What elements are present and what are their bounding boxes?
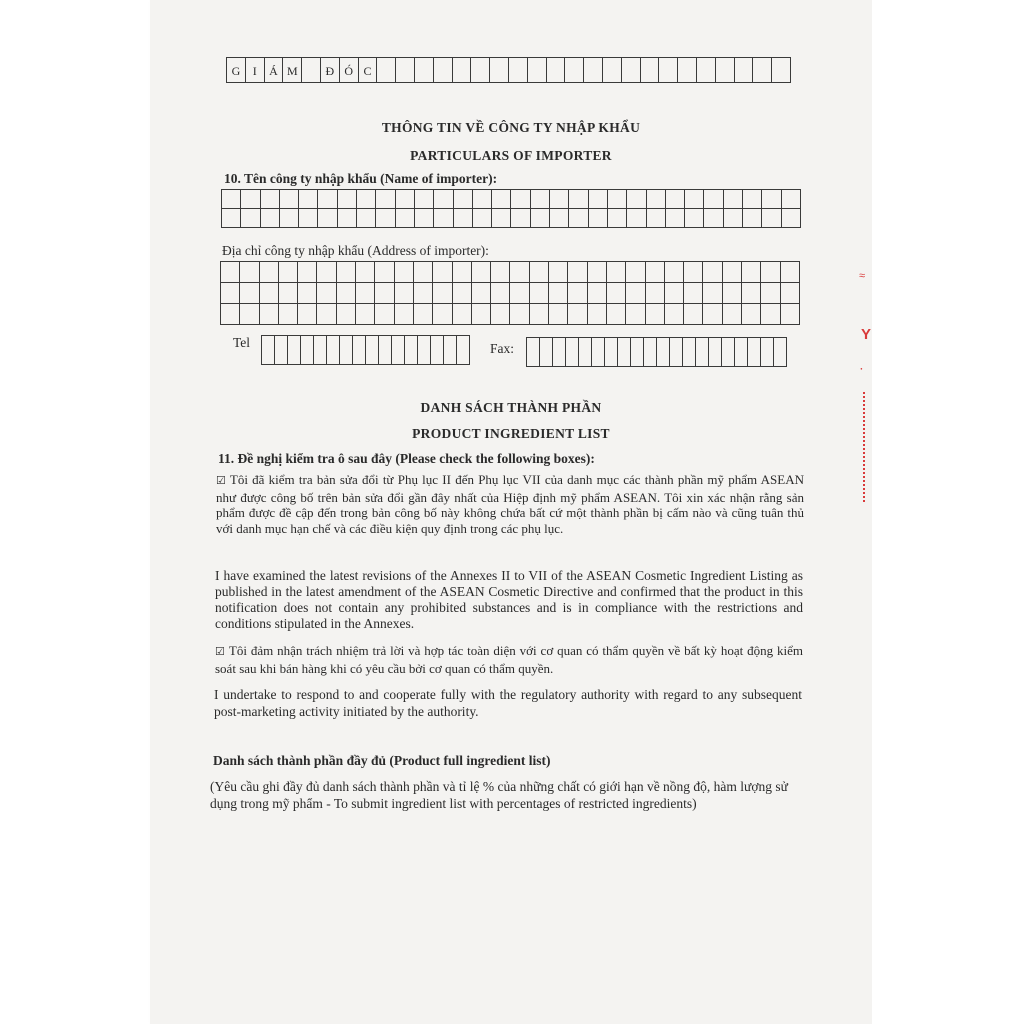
grid-cell[interactable] bbox=[374, 282, 394, 304]
grid-cell[interactable] bbox=[298, 189, 318, 209]
grid-cell[interactable] bbox=[646, 189, 666, 209]
grid-cell[interactable] bbox=[404, 335, 418, 365]
grid-cell[interactable] bbox=[548, 282, 568, 304]
grid-cell[interactable] bbox=[240, 189, 260, 209]
grid-cell[interactable] bbox=[239, 303, 259, 325]
grid-cell[interactable] bbox=[626, 208, 646, 228]
grid-cell[interactable] bbox=[742, 189, 762, 209]
grid-cell[interactable] bbox=[352, 335, 366, 365]
grid-cell[interactable] bbox=[526, 337, 540, 367]
importer-name-label: 10. Tên công ty nhập khẩu (Name of importer): bbox=[224, 171, 498, 186]
grid-cell[interactable] bbox=[527, 57, 547, 83]
grid-cell[interactable] bbox=[509, 282, 529, 304]
red-stamp-edge: ≈ Y ꞏ bbox=[855, 262, 877, 522]
grid-cell[interactable] bbox=[722, 261, 742, 283]
grid-cell[interactable] bbox=[734, 337, 748, 367]
check1-block bbox=[216, 472, 804, 536]
grid-cell[interactable] bbox=[433, 208, 453, 228]
grid-cell[interactable] bbox=[297, 261, 317, 283]
grid-cell[interactable] bbox=[760, 337, 774, 367]
grid-cell[interactable] bbox=[529, 303, 549, 325]
grid-cell[interactable] bbox=[721, 337, 735, 367]
grid-cell[interactable] bbox=[489, 57, 509, 83]
grid-cell[interactable] bbox=[780, 303, 800, 325]
grid-cell[interactable] bbox=[625, 303, 645, 325]
grid-cell[interactable] bbox=[279, 189, 299, 209]
grid-cell[interactable] bbox=[604, 337, 618, 367]
grid-cell[interactable] bbox=[220, 303, 240, 325]
grid-cell[interactable] bbox=[452, 282, 472, 304]
stamp-letter: Y bbox=[861, 326, 872, 343]
grid-cell[interactable] bbox=[664, 261, 684, 283]
grid-cell[interactable]: G bbox=[226, 57, 246, 83]
grid-cell[interactable] bbox=[414, 57, 434, 83]
grid-cell[interactable] bbox=[337, 208, 357, 228]
grid-cell[interactable] bbox=[395, 57, 415, 83]
grid-cell[interactable]: Á bbox=[264, 57, 284, 83]
grid-cell[interactable] bbox=[259, 282, 279, 304]
grid-cell[interactable] bbox=[761, 208, 781, 228]
grid-cell[interactable] bbox=[722, 303, 742, 325]
grid-cell[interactable] bbox=[432, 261, 452, 283]
grid-cell[interactable] bbox=[471, 303, 491, 325]
grid-cell[interactable] bbox=[317, 208, 337, 228]
grid-cell[interactable] bbox=[607, 208, 627, 228]
importer-heading-vi: THÔNG TIN VỀ CÔNG TY NHẬP KHẨU bbox=[381, 120, 641, 135]
grid-cell[interactable] bbox=[509, 303, 529, 325]
grid-cell[interactable] bbox=[221, 189, 241, 209]
grid-cell[interactable] bbox=[646, 208, 666, 228]
ingredients-heading-en: PRODUCT INGREDIENT LIST bbox=[412, 426, 610, 441]
grid-cell[interactable] bbox=[645, 261, 665, 283]
importer-address-label: Địa chỉ công ty nhập khẩu (Address of importer): bbox=[222, 243, 489, 258]
grid-cell[interactable] bbox=[240, 208, 260, 228]
grid-cell[interactable] bbox=[529, 261, 549, 283]
grid-cell[interactable] bbox=[355, 261, 375, 283]
grid-cell[interactable] bbox=[643, 337, 657, 367]
grid-cell[interactable] bbox=[279, 208, 299, 228]
grid-cell[interactable] bbox=[274, 335, 288, 365]
grid-cell[interactable] bbox=[452, 261, 472, 283]
grid-cell[interactable] bbox=[630, 337, 644, 367]
check2-block bbox=[215, 643, 803, 676]
grid-cell[interactable] bbox=[665, 189, 685, 209]
grid-cell[interactable] bbox=[683, 282, 703, 304]
tel-label: Tel bbox=[233, 335, 251, 350]
grid-cell[interactable] bbox=[741, 261, 761, 283]
director-name-grid[interactable] bbox=[227, 58, 791, 83]
grid-cell[interactable] bbox=[760, 261, 780, 283]
grid-cell[interactable] bbox=[287, 335, 301, 365]
grid-cell[interactable] bbox=[530, 208, 550, 228]
grid-cell[interactable] bbox=[260, 208, 280, 228]
grid-cell[interactable] bbox=[336, 261, 356, 283]
grid-cell[interactable] bbox=[617, 337, 631, 367]
grid-cell[interactable] bbox=[621, 57, 641, 83]
grid-cell[interactable] bbox=[626, 189, 646, 209]
grid-cell[interactable] bbox=[394, 261, 414, 283]
check1-text-vi: Tôi đã kiểm tra bản sửa đổi từ Phụ lục II đến Phụ lục VII của danh mục các thành phần mỹ phẩm ASEAN như được công bố trên bản sửa đổi gần đây nhất của Hiệp định mỹ phẩm ASEAN. Tôi xin xác nhận rằng sản phẩm được đề cập đến trong bản công bố này không chứa bất cứ một thành phần bị cấm nào và cũng tuân thủ với danh mục hạn chế và các điều kiện quy định trong các phụ lục. bbox=[216, 472, 804, 536]
grid-cell[interactable] bbox=[433, 189, 453, 209]
grid-cell[interactable] bbox=[781, 208, 801, 228]
grid-cell[interactable] bbox=[300, 335, 314, 365]
grid-cell[interactable] bbox=[355, 282, 375, 304]
grid-cell[interactable] bbox=[669, 337, 683, 367]
grid-cell[interactable] bbox=[780, 282, 800, 304]
grid-cell[interactable] bbox=[297, 282, 317, 304]
grid-cell[interactable] bbox=[490, 282, 510, 304]
grid-cell[interactable] bbox=[394, 303, 414, 325]
grid-cell[interactable] bbox=[587, 303, 607, 325]
grid-cell[interactable] bbox=[549, 189, 569, 209]
grid-cell[interactable] bbox=[490, 261, 510, 283]
grid-cell[interactable] bbox=[752, 57, 772, 83]
grid-cell[interactable] bbox=[587, 261, 607, 283]
grid-cell[interactable] bbox=[220, 282, 240, 304]
grid-cell[interactable] bbox=[453, 208, 473, 228]
grid-cell[interactable] bbox=[375, 208, 395, 228]
grid-cell[interactable] bbox=[417, 335, 431, 365]
grid-cell[interactable] bbox=[490, 303, 510, 325]
grid-cell[interactable] bbox=[602, 57, 622, 83]
grid-cell[interactable] bbox=[326, 335, 340, 365]
grid-cell[interactable] bbox=[683, 303, 703, 325]
grid-cell[interactable] bbox=[472, 189, 492, 209]
grid-cell[interactable] bbox=[220, 261, 240, 283]
grid-row bbox=[221, 262, 800, 283]
grid-cell[interactable] bbox=[684, 189, 704, 209]
grid-cell[interactable] bbox=[278, 282, 298, 304]
grid-cell[interactable] bbox=[259, 303, 279, 325]
grid-cell[interactable]: Đ bbox=[320, 57, 340, 83]
grid-cell[interactable] bbox=[771, 57, 791, 83]
grid-cell[interactable] bbox=[239, 261, 259, 283]
grid-cell[interactable] bbox=[471, 261, 491, 283]
grid-cell[interactable] bbox=[587, 282, 607, 304]
grid-cell[interactable] bbox=[432, 303, 452, 325]
grid-cell[interactable] bbox=[394, 282, 414, 304]
grid-cell[interactable]: M bbox=[282, 57, 302, 83]
grid-cell[interactable] bbox=[317, 189, 337, 209]
grid-cell[interactable] bbox=[567, 282, 587, 304]
grid-cell[interactable] bbox=[696, 57, 716, 83]
grid-cell[interactable] bbox=[336, 303, 356, 325]
grid-cell[interactable] bbox=[508, 57, 528, 83]
grid-cell[interactable] bbox=[356, 189, 376, 209]
grid-cell[interactable] bbox=[552, 337, 566, 367]
grid-cell[interactable] bbox=[546, 57, 566, 83]
grid-cell[interactable] bbox=[682, 337, 696, 367]
grid-cell[interactable] bbox=[355, 303, 375, 325]
grid-cell[interactable] bbox=[568, 208, 588, 228]
grid-cell[interactable] bbox=[395, 189, 415, 209]
grid-cell[interactable] bbox=[509, 261, 529, 283]
grid-cell[interactable] bbox=[313, 335, 327, 365]
grid-cell[interactable]: C bbox=[358, 57, 378, 83]
grid-row bbox=[222, 190, 801, 209]
grid-cell[interactable] bbox=[374, 303, 394, 325]
grid-cell[interactable] bbox=[470, 57, 490, 83]
importer-name-grid[interactable] bbox=[222, 190, 801, 228]
grid-cell[interactable] bbox=[430, 335, 444, 365]
grid-cell[interactable] bbox=[664, 303, 684, 325]
grid-cell[interactable] bbox=[761, 189, 781, 209]
grid-cell[interactable] bbox=[413, 261, 433, 283]
grid-cell[interactable] bbox=[664, 282, 684, 304]
grid-cell[interactable] bbox=[625, 261, 645, 283]
grid-cell[interactable] bbox=[760, 303, 780, 325]
grid-cell[interactable] bbox=[742, 208, 762, 228]
grid-cell[interactable] bbox=[298, 208, 318, 228]
grid-cell[interactable] bbox=[260, 189, 280, 209]
grid-cell[interactable] bbox=[684, 208, 704, 228]
tel-grid[interactable] bbox=[262, 336, 470, 365]
grid-cell[interactable] bbox=[588, 189, 608, 209]
grid-cell[interactable] bbox=[510, 189, 530, 209]
grid-cell[interactable] bbox=[645, 303, 665, 325]
grid-cell[interactable] bbox=[625, 282, 645, 304]
grid-cell[interactable] bbox=[221, 208, 241, 228]
grid-cell[interactable] bbox=[781, 189, 801, 209]
grid-cell[interactable] bbox=[591, 337, 605, 367]
grid-cell[interactable] bbox=[413, 282, 433, 304]
grid-cell[interactable] bbox=[510, 208, 530, 228]
fax-grid[interactable] bbox=[527, 338, 787, 367]
page-margin-background bbox=[872, 0, 1024, 1024]
grid-cell[interactable] bbox=[453, 189, 473, 209]
grid-cell[interactable] bbox=[606, 303, 626, 325]
grid-cell[interactable] bbox=[456, 335, 470, 365]
grid-cell[interactable] bbox=[658, 57, 678, 83]
grid-cell[interactable] bbox=[548, 261, 568, 283]
grid-cell[interactable] bbox=[356, 208, 376, 228]
grid-cell[interactable] bbox=[539, 337, 553, 367]
grid-cell[interactable] bbox=[640, 57, 660, 83]
grid-cell[interactable] bbox=[365, 335, 379, 365]
grid-cell[interactable] bbox=[336, 282, 356, 304]
grid-cell[interactable] bbox=[723, 189, 743, 209]
grid-cell[interactable] bbox=[549, 208, 569, 228]
grid-cell[interactable] bbox=[443, 335, 457, 365]
grid-cell[interactable] bbox=[339, 335, 353, 365]
grid-cell[interactable] bbox=[452, 303, 472, 325]
grid-cell[interactable] bbox=[715, 57, 735, 83]
grid-cell[interactable] bbox=[606, 282, 626, 304]
grid-cell[interactable] bbox=[413, 303, 433, 325]
grid-cell[interactable] bbox=[378, 335, 392, 365]
grid-cell[interactable] bbox=[548, 303, 568, 325]
grid-cell[interactable] bbox=[683, 261, 703, 283]
grid-cell[interactable] bbox=[452, 57, 472, 83]
grid-cell[interactable] bbox=[734, 57, 754, 83]
grid-cell[interactable] bbox=[414, 208, 434, 228]
grid-cell[interactable] bbox=[607, 189, 627, 209]
grid-cell[interactable] bbox=[261, 335, 275, 365]
grid-cell[interactable] bbox=[297, 303, 317, 325]
grid-cell[interactable] bbox=[702, 282, 722, 304]
grid-cell[interactable] bbox=[301, 57, 321, 83]
grid-cell[interactable] bbox=[780, 261, 800, 283]
grid-cell[interactable] bbox=[433, 57, 453, 83]
grid-cell[interactable] bbox=[395, 208, 415, 228]
ingredients-heading-vi: DANH SÁCH THÀNH PHẦN bbox=[420, 400, 602, 415]
grid-cell[interactable] bbox=[491, 189, 511, 209]
grid-cell[interactable] bbox=[337, 189, 357, 209]
grid-cell[interactable] bbox=[677, 57, 697, 83]
grid-cell[interactable] bbox=[530, 189, 550, 209]
grid-cell[interactable]: Ó bbox=[339, 57, 359, 83]
check2-text-en: I undertake to respond to and cooperate fully with the regulatory authority with regard to any subsequent post-marketing activity initiated by the authority. bbox=[214, 687, 802, 719]
check-instructions: 11. Đề nghị kiểm tra ô sau đây (Please check the following boxes): bbox=[218, 451, 595, 466]
grid-cell[interactable] bbox=[645, 282, 665, 304]
grid-cell[interactable] bbox=[432, 282, 452, 304]
grid-cell[interactable] bbox=[316, 303, 336, 325]
grid-cell[interactable] bbox=[567, 261, 587, 283]
grid-cell[interactable] bbox=[565, 337, 579, 367]
grid-cell[interactable] bbox=[702, 261, 722, 283]
full-list-note: (Yêu cầu ghi đầy đủ danh sách thành phần và tỉ lệ % của những chất có giới hạn về nồng độ, hàm lượng sử dụng trong mỹ phẩm - To submit ingredient list with percentages of restricted ingredients) bbox=[210, 779, 788, 811]
grid-cell[interactable] bbox=[278, 303, 298, 325]
grid-cell[interactable] bbox=[703, 208, 723, 228]
grid-cell[interactable] bbox=[722, 282, 742, 304]
check2-text-vi: Tôi đảm nhận trách nhiệm trả lời và hợp tác toàn diện với cơ quan có thẩm quyền về bất kỳ hoạt động kiểm soát sau khi bán hàng khi có yêu cầu bởi cơ quan có thẩm quyền. bbox=[215, 643, 803, 676]
grid-cell[interactable] bbox=[564, 57, 584, 83]
grid-cell[interactable] bbox=[391, 335, 405, 365]
grid-cell[interactable] bbox=[741, 303, 761, 325]
importer-heading-en: PARTICULARS OF IMPORTER bbox=[410, 148, 612, 163]
grid-row bbox=[222, 209, 801, 228]
grid-cell[interactable] bbox=[491, 208, 511, 228]
grid-cell[interactable] bbox=[316, 261, 336, 283]
grid-cell[interactable] bbox=[239, 282, 259, 304]
grid-cell[interactable] bbox=[665, 208, 685, 228]
grid-cell[interactable] bbox=[695, 337, 709, 367]
grid-cell[interactable] bbox=[703, 189, 723, 209]
grid-cell[interactable] bbox=[568, 189, 588, 209]
grid-cell[interactable] bbox=[760, 282, 780, 304]
grid-cell[interactable] bbox=[567, 303, 587, 325]
grid-cell[interactable]: I bbox=[245, 57, 265, 83]
grid-cell[interactable] bbox=[583, 57, 603, 83]
grid-cell[interactable] bbox=[529, 282, 549, 304]
grid-row bbox=[221, 283, 800, 304]
checkbox-checked-icon[interactable]: ☑ bbox=[216, 475, 226, 487]
grid-cell[interactable] bbox=[278, 261, 298, 283]
grid-cell[interactable] bbox=[414, 189, 434, 209]
check1-text-en: I have examined the latest revisions of the Annexes II to VII of the ASEAN Cosmetic Ingredient Listing as published in the latest amendment of the ASEAN Cosmetic Directive and confirmed that the product in this notification does not contain any prohibited substances and is in compliance with the restrictions and conditions stipulated in the Annexes. bbox=[215, 568, 803, 631]
importer-address-grid[interactable] bbox=[221, 262, 800, 325]
grid-cell[interactable] bbox=[723, 208, 743, 228]
grid-cell[interactable] bbox=[741, 282, 761, 304]
grid-cell[interactable] bbox=[747, 337, 761, 367]
grid-cell[interactable] bbox=[588, 208, 608, 228]
grid-cell[interactable] bbox=[708, 337, 722, 367]
grid-cell[interactable] bbox=[316, 282, 336, 304]
grid-cell[interactable] bbox=[259, 261, 279, 283]
grid-cell[interactable] bbox=[471, 282, 491, 304]
grid-row bbox=[221, 304, 800, 325]
grid-cell[interactable] bbox=[578, 337, 592, 367]
grid-cell[interactable] bbox=[702, 303, 722, 325]
full-list-heading: Danh sách thành phần đầy đủ (Product full ingredient list) bbox=[213, 753, 551, 768]
grid-cell[interactable] bbox=[773, 337, 787, 367]
checkbox-checked-icon[interactable]: ☑ bbox=[215, 646, 225, 658]
grid-cell[interactable] bbox=[376, 57, 396, 83]
grid-cell[interactable] bbox=[374, 261, 394, 283]
grid-cell[interactable] bbox=[472, 208, 492, 228]
grid-cell[interactable] bbox=[375, 189, 395, 209]
grid-cell[interactable] bbox=[606, 261, 626, 283]
fax-label: Fax: bbox=[490, 341, 515, 356]
grid-cell[interactable] bbox=[656, 337, 670, 367]
